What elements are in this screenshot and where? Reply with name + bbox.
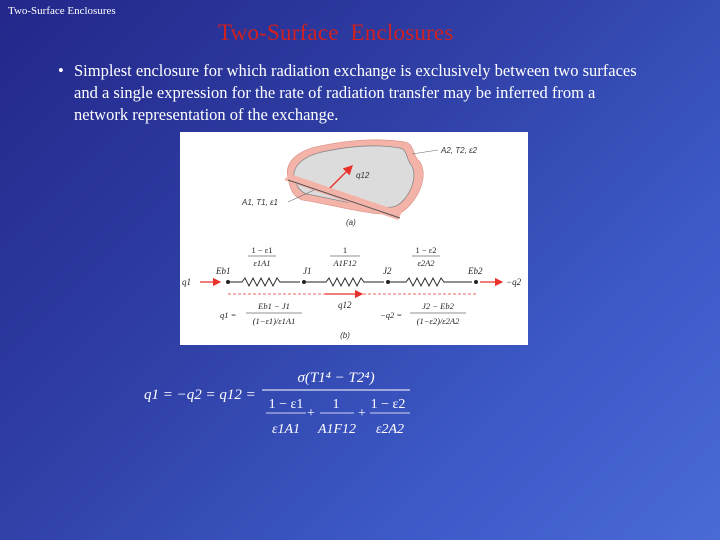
equation-1-lhs: q1 = <box>220 310 237 320</box>
plus-sign-2: + <box>358 406 366 421</box>
denominator-term-2-denominator: A1F12 <box>317 422 357 437</box>
equation-2-lhs: −q2 = <box>380 310 403 320</box>
node-j1 <box>302 280 306 284</box>
surface-2-label: A2, T2, ε2 <box>441 146 477 155</box>
bullet-text: Simplest enclosure for which radiation exchange is exclusively between two surfaces and a single expression for the rate of radiation transfer may be inferred from a network representation of the exchange. <box>74 61 637 124</box>
resistance-1-numerator: 1 − ε1 <box>251 245 273 255</box>
equation-2-denominator: (1−ε2)/ε2A2 <box>416 316 460 326</box>
caption-b: (b) <box>340 331 350 340</box>
heat-flow-label: q12 <box>356 171 370 180</box>
bullet-marker: • <box>58 61 64 80</box>
net-exchange-equation <box>140 355 430 445</box>
q12-label: q12 <box>338 300 352 310</box>
q1-label: q1 <box>182 277 191 287</box>
denominator-term-3-numerator: 1 − ε2 <box>370 397 406 412</box>
resistor-1 <box>230 278 300 286</box>
denominator-term-1-numerator: 1 − ε1 <box>268 397 304 412</box>
node-j1-label: J1 <box>303 266 312 276</box>
denominator-term-3-denominator: ε2A2 <box>375 422 405 437</box>
equation-numerator: σ(T1⁴ − T2⁴) <box>297 370 375 386</box>
resistance-2-denominator: ε2A2 <box>417 258 435 268</box>
node-eb1 <box>226 280 230 284</box>
resistance-1-denominator: ε1A1 <box>253 258 271 268</box>
node-eb1-label: Eb1 <box>216 266 231 276</box>
equation-lhs: q1 = −q2 = q12 = <box>144 387 256 403</box>
node-j2 <box>386 280 390 284</box>
caption-a: (a) <box>346 218 356 227</box>
resistance-12-numerator: 1 <box>342 245 348 255</box>
node-eb2-label: Eb2 <box>468 266 483 276</box>
denominator-term-1-denominator: ε1A1 <box>271 422 301 437</box>
node-eb2 <box>474 280 478 284</box>
resistor-2 <box>390 278 472 286</box>
figure-svg <box>180 132 528 345</box>
slide-header-label: Two-Surface Enclosures <box>8 5 116 17</box>
resistance-network <box>182 245 522 340</box>
plus-sign-1: + <box>307 406 315 421</box>
slide-title: Two-Surface Enclosures <box>218 20 454 45</box>
bullet-point <box>58 60 648 126</box>
equation-2-numerator: J2 − Eb2 <box>422 301 454 311</box>
enclosure-figure <box>180 132 528 345</box>
surface-2-leader <box>412 150 438 154</box>
q2-label: −q2 <box>506 277 522 287</box>
resistance-12-denominator: A1F12 <box>333 258 357 268</box>
equation-1-denominator: (1−ε1)/ε1A1 <box>252 316 296 326</box>
denominator-term-2-numerator: 1 <box>332 397 340 412</box>
equation-svg <box>140 355 430 445</box>
resistance-2-numerator: 1 − ε2 <box>415 245 437 255</box>
equation-1-numerator: Eb1 − J1 <box>258 301 290 311</box>
surface-1-label: A1, T1, ε1 <box>242 198 278 207</box>
enclosure-diagram <box>241 140 478 227</box>
resistor-12 <box>306 278 384 286</box>
node-j2-label: J2 <box>383 266 392 276</box>
